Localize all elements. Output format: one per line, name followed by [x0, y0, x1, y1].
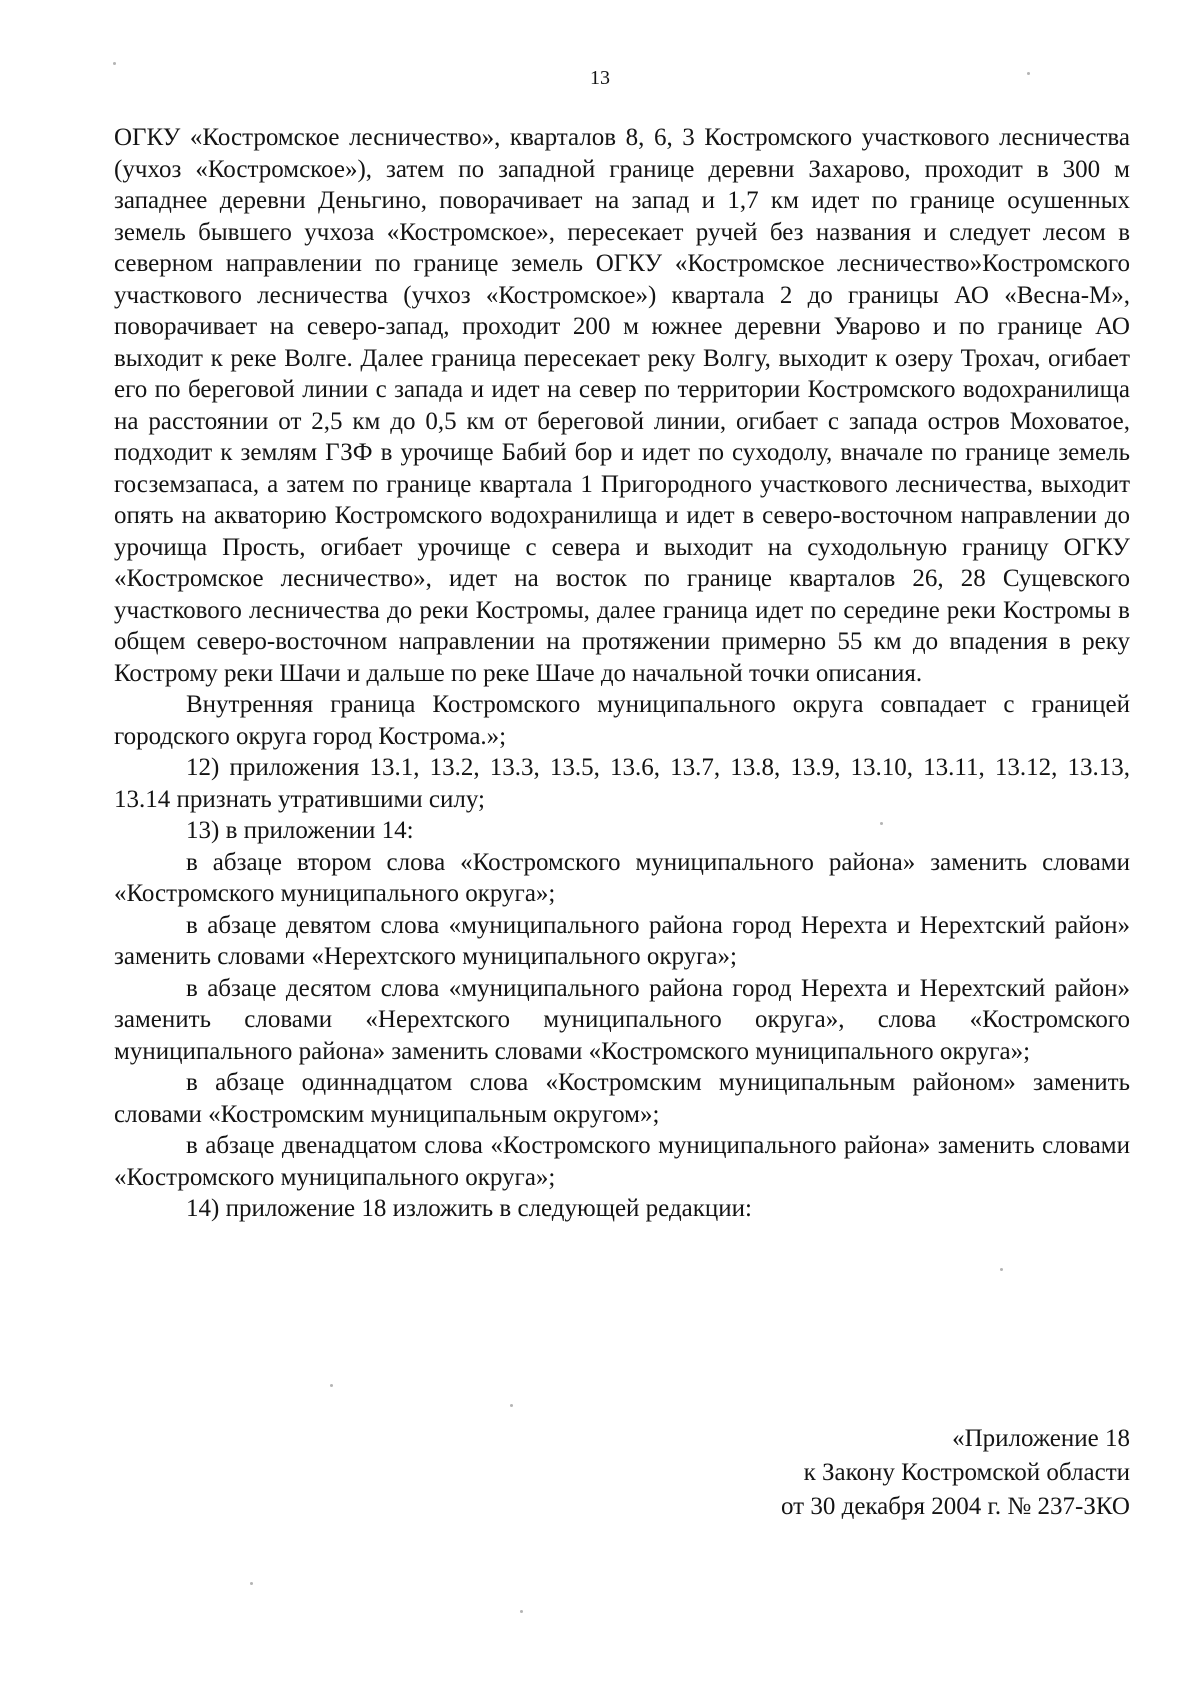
paragraph-item-12: 12) приложения 13.1, 13.2, 13.3, 13.5, 13.6, 13.7, 13.8, 13.9, 13.10, 13.11, 13.12, 13.13, 13.14 признать утратившими силу; [114, 754, 1130, 813]
paragraph-amendment-eleventh: в абзаце одиннадцатом слова «Костромским муниципальным районом» заменить словами «Костромским муниципальным округом»; [114, 1069, 1130, 1128]
paragraph-boundary-description: ОГКУ «Костромское лесничество», кварталов 8, 6, 3 Костромского участкового лесничества (учхоз «Костромское»), затем по западной границе деревни Захарово, проходит в 300 м западнее деревни Деньгино, поворачивает на запад и 1,7 км идет по границе осушенных земель бывшего учхоза «Костромское», пересекает ручей без названия и следует лесом в северном направлении по границе земель ОГКУ «Костромское лесничество»Костромского участкового лесничества (учхоз «Костромское») квартала 2 до границы АО «Весна-М», поворачивает на северо-запад, проходит 200 м южнее деревни Уварово и по границе АО выходит к реке Волге. Далее граница пересекает реку Волгу, выходит к озеру Трохач, огибает его по береговой линии с запада и идет на север по территории Костромского водохранилища на расстоянии от 2,5 км до 0,5 км от береговой линии, огибает с запада остров Моховатое, подходит к землям ГЗФ в урочище Бабий бор и идет по суходолу, вначале по границе земель госземзапаса, а затем по границе квартала 1 Пригородного участкового лесничества, выходит опять на акваторию Костромского водохранилища и идет в северо-восточном направлении до урочища Прость, огибает урочище с севера и выходит на суходольную границу ОГКУ «Костромское лесничество», идет на восток по границе кварталов 26, 28 Сущевского участкового лесничества до реки Костромы, далее граница идет по середине реки Костромы в общем северо-восточном направлении на протяжении примерно 55 км до впадения в реку Кострому реки Шачи и дальше по реке Шаче до начальной точки описания. [114, 124, 1130, 687]
scan-speck [1000, 1268, 1003, 1271]
paragraph-item-14: 14) приложение 18 изложить в следующей редакции: [186, 1195, 752, 1222]
paragraph-amendment-twelfth: в абзаце двенадцатом слова «Костромского муниципального района» заменить словами «Костромского муниципального округа»; [114, 1132, 1130, 1191]
paragraph-amendment-ninth: в абзаце девятом слова «муниципального района город Нерехта и Нерехтский район» заменить словами «Нерехтского муниципального округа»; [114, 911, 1130, 970]
paragraph-amendment-second: в абзаце втором слова «Костромского муниципального района» заменить словами «Костромского муниципального округа»; [114, 848, 1130, 907]
scan-speck [510, 1404, 513, 1407]
scan-speck [1027, 72, 1030, 75]
annex-law-date: от 30 декабря 2004 г. № 237-ЗКО [781, 1493, 1130, 1520]
document-body [114, 122, 1130, 1225]
page-number: 13 [590, 67, 610, 89]
scan-speck [880, 822, 883, 825]
paragraph-item-13: 13) в приложении 14: [186, 817, 414, 844]
annex-title: «Приложение 18 [952, 1425, 1130, 1452]
scan-speck [250, 1582, 253, 1585]
scan-speck [330, 1384, 333, 1387]
scan-speck [113, 62, 116, 65]
paragraph-amendment-tenth: в абзаце десятом слова «муниципального района город Нерехта и Нерехтский район» заменить словами «Нерехтского муниципального округа», слова «Костромского муниципального района» заменить словами «Костромского муниципального округа»; [114, 974, 1130, 1065]
paragraph-inner-boundary: Внутренняя граница Костромского муниципального округа совпадает с границей городского округа город Кострома.»; [114, 691, 1130, 750]
annex-law-reference: к Закону Костромской области [803, 1459, 1130, 1486]
annex-header [781, 1422, 1130, 1524]
scan-speck [520, 1610, 523, 1613]
